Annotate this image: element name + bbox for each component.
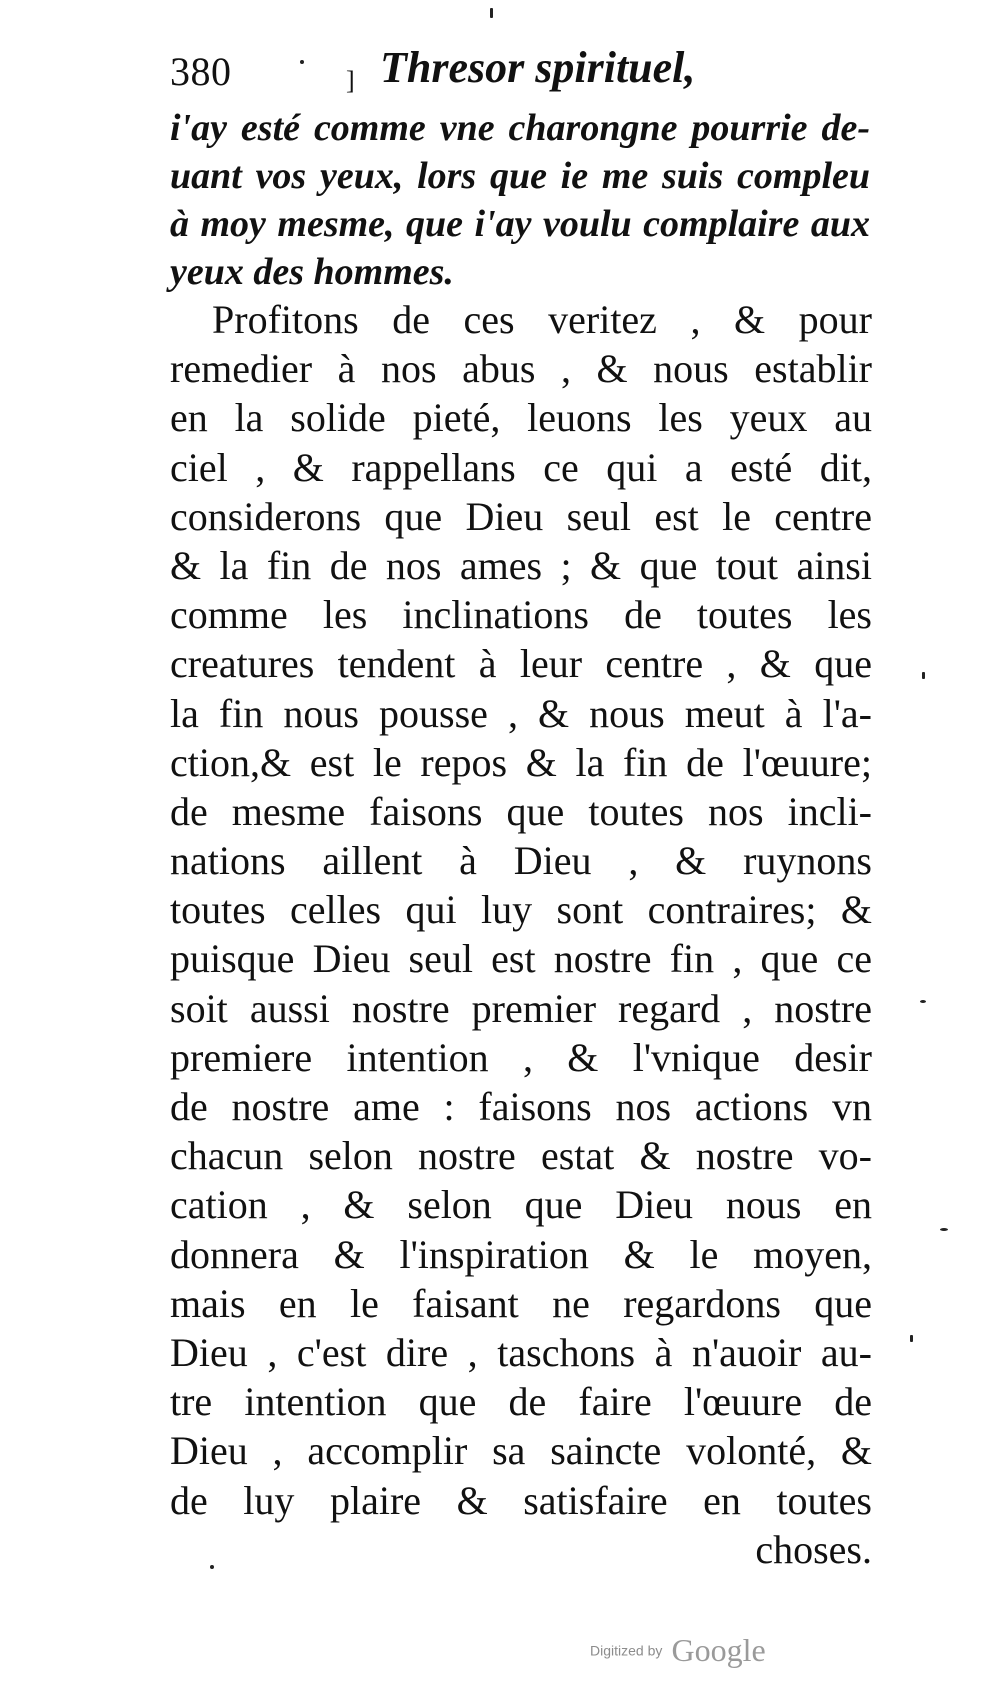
body-line: ciel , & rappellans ce qui a esté dit,	[170, 444, 872, 490]
body-line: en la solide pieté, leuons les yeux au	[170, 395, 872, 441]
body-line: mais en le faisant ne regardons que	[170, 1280, 872, 1326]
body-line: puisque Dieu seul est nostre fin , que ce	[170, 936, 872, 982]
italic-passage	[170, 104, 870, 296]
scan-speck	[300, 60, 304, 64]
body-line: chacun selon nostre estat & nostre vo-	[170, 1133, 872, 1179]
body-line: nations aillent à Dieu , & ruynons	[170, 838, 872, 884]
running-title: Thresor spirituel,	[380, 43, 696, 92]
body-line: de nostre ame : faisons nos actions vn	[170, 1084, 872, 1129]
body-line: considerons que Dieu seul est le centre	[170, 493, 872, 539]
body-line: donnera & l'inspiration & le moyen,	[170, 1231, 872, 1277]
scan-speck	[490, 8, 493, 18]
body-line: & la fin de nos ames ; & que tout ainsi	[170, 542, 872, 588]
digitization-watermark	[590, 1632, 766, 1672]
scan-speck	[910, 1335, 913, 1342]
body-line: comme les inclinations de toutes les	[170, 592, 872, 638]
italic-line: i'ay esté comme vne charongne pourrie de-	[170, 107, 870, 149]
body-paragraph	[170, 295, 872, 1574]
body-line: toutes celles qui luy sont contraires; &	[170, 887, 872, 933]
google-logo: Google	[671, 1632, 766, 1668]
body-line: tre intention que de faire l'œuure de	[170, 1379, 872, 1425]
watermark-prefix: Digitized by	[590, 1642, 663, 1659]
body-line: de mesme faisons que toutes nos incli-	[170, 788, 872, 834]
body-line: choses.	[755, 1526, 872, 1572]
body-line: Dieu , c'est dire , taschons à n'auoir au-	[170, 1329, 872, 1375]
scan-speck	[940, 1228, 948, 1231]
body-line: cation , & selon que Dieu nous en	[170, 1182, 872, 1228]
body-line: Profitons de ces veritez , & pour	[212, 297, 872, 342]
body-line: de luy plaire & satisfaire en toutes	[170, 1477, 872, 1523]
italic-line: uant vos yeux, lors que ie me suis compleu	[170, 155, 870, 197]
scan-speck	[922, 672, 925, 679]
body-line: la fin nous pousse , & nous meut à l'a-	[170, 690, 872, 736]
body-line: soit aussi nostre premier regard , nostre	[170, 985, 872, 1031]
body-line: premiere intention , & l'vnique desir	[170, 1034, 872, 1080]
scan-speck	[920, 1000, 926, 1003]
body-line: ction,& est le repos & la fin de l'œuure;	[170, 739, 872, 785]
page-header	[170, 42, 730, 112]
body-line: creatures tendent à leur centre , & que	[170, 641, 872, 687]
italic-line: à moy mesme, que i'ay voulu complaire aux	[170, 203, 870, 245]
header-mark: ]	[346, 66, 355, 95]
scan-speck	[210, 1565, 214, 1569]
body-line: Dieu , accomplir sa saincte volonté, &	[170, 1428, 872, 1474]
italic-line: yeux des hommes.	[170, 251, 454, 293]
page-number: 380	[170, 49, 232, 94]
body-line: remedier à nos abus , & nous establir	[170, 346, 872, 392]
